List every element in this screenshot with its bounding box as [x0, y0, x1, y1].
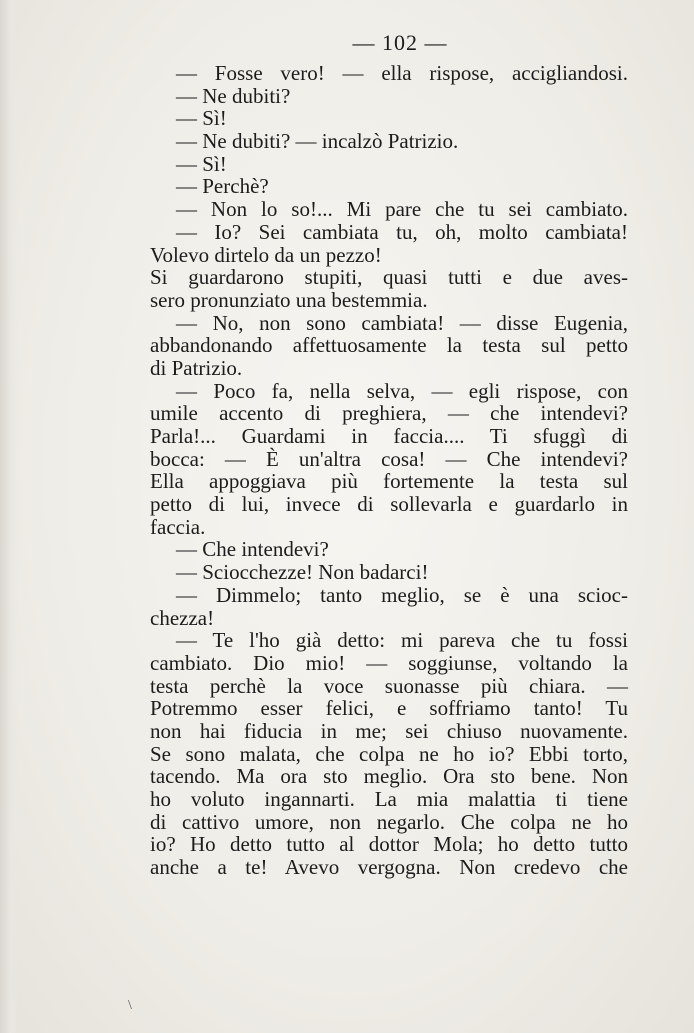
- text-line: — Io? Sei cambiata tu, oh, molto cambiata!: [176, 219, 628, 244]
- text-line: abbandonando affettuosamente la testa sul petto: [150, 333, 628, 358]
- page-number: — 102 —: [352, 30, 448, 55]
- text-line: — Poco fa, nella selva, — egli rispose, con: [176, 378, 628, 403]
- bottom-mark: \: [128, 998, 132, 1013]
- text-line: di cattivo umore, non negarlo. Che colpa ne ho: [150, 809, 628, 834]
- text-line: Ella appoggiava più fortemente la testa sul: [150, 469, 628, 494]
- text-line: — Sciocchezze! Non badarci!: [176, 560, 429, 585]
- body-text: [150, 62, 628, 879]
- text-line: faccia.: [150, 514, 206, 539]
- text-line: Si guardarono stupiti, quasi tutti e due aves-: [150, 265, 628, 290]
- text-line: bocca: — È un'altra cosa! — Che intendevi?: [150, 446, 628, 471]
- text-line: — Sì!: [176, 151, 227, 176]
- text-line: — Ne dubiti?: [176, 83, 291, 108]
- text-line: io? Ho detto tutto al dottor Mola; ho detto tutto: [150, 832, 628, 857]
- text-line: sero pronunziato una bestemmia.: [150, 287, 428, 312]
- text-line: ho voluto ingannarti. La mia malattia ti tiene: [150, 787, 628, 811]
- text-line: umile accento di preghiera, — che intendevi?: [150, 401, 628, 426]
- text-line: — Non lo so!... Mi pare che tu sei cambiato.: [176, 197, 628, 222]
- text-line: Se sono malata, che colpa ne ho io? Ebbi torto,: [150, 741, 628, 766]
- text-line: tacendo. Ma ora sto meglio. Ora sto bene. Non: [150, 764, 628, 789]
- text-line: Volevo dirtelo da un pezzo!: [150, 242, 382, 267]
- text-line: chezza!: [150, 605, 215, 630]
- text-line: — Ne dubiti? — incalzò Patrizio.: [176, 129, 459, 154]
- text-line: cambiato. Dio mio! — soggiunse, voltando la: [150, 650, 628, 675]
- text-line: Potremmo esser felici, e soffriamo tanto! Tu: [150, 696, 628, 721]
- text-line: — Fosse vero! — ella rispose, accigliandosi.: [176, 61, 628, 85]
- text-line: — Te l'ho già detto: mi pareva che tu fossi: [176, 628, 628, 653]
- text-line: testa perchè la voce suonasse più chiara. —: [150, 673, 628, 698]
- text-line: non hai fiducia in me; sei chiuso nuovamente.: [150, 718, 628, 743]
- text-line: di Patrizio.: [150, 355, 243, 380]
- text-line: — No, non sono cambiata! — disse Eugenia,: [176, 310, 628, 335]
- text-line: — Dimmelo; tanto meglio, se è una scioc-: [176, 582, 628, 607]
- text-line: — Perchè?: [176, 174, 269, 199]
- page-spine-shadow: [0, 0, 18, 1033]
- text-line: — Sì!: [176, 106, 227, 131]
- text-line: — Che intendevi?: [176, 537, 329, 562]
- text-line: anche a te! Avevo vergogna. Non credevo che: [150, 855, 628, 880]
- text-line: Parla!... Guardami in faccia.... Ti sfuggì di: [150, 424, 628, 448]
- text-line: petto di lui, invece di sollevarla e guardarlo in: [150, 492, 628, 517]
